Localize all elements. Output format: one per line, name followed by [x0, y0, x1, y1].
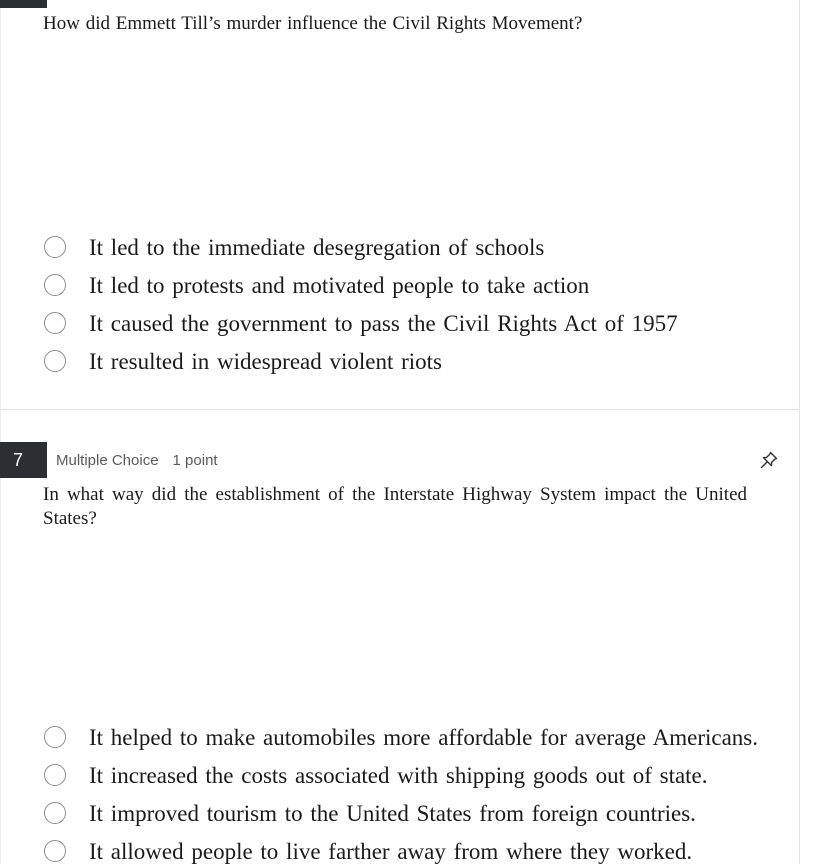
- question-6-text: How did Emmett Till’s murder influence the Civil Rights Movement?: [43, 13, 583, 34]
- radio-button[interactable]: [44, 764, 66, 786]
- radio-button[interactable]: [44, 726, 66, 748]
- answer-option-label: It allowed people to live farther away from where they worked.: [89, 839, 693, 864]
- question-points-label: 1 point: [172, 452, 218, 469]
- question-type-label: Multiple Choice: [56, 452, 159, 469]
- question-divider: [0, 409, 799, 410]
- radio-button[interactable]: [44, 236, 66, 258]
- answer-option-label: It led to protests and motivated people to take action: [89, 273, 590, 298]
- answer-option-label: It increased the costs associated with shipping goods out of state.: [89, 763, 708, 788]
- radio-button[interactable]: [44, 312, 66, 334]
- answer-option-label: It resulted in widespread violent riots: [89, 349, 443, 374]
- scroll-gutter: [799, 0, 816, 864]
- answer-option-label: It improved tourism to the United States from foreign countries.: [89, 801, 696, 826]
- question-7-meta: [56, 451, 218, 471]
- radio-button[interactable]: [44, 274, 66, 296]
- answer-option-label: It led to the immediate desegregation of schools: [89, 235, 545, 260]
- radio-button[interactable]: [44, 802, 66, 824]
- question-7-number-badge: 7: [0, 442, 47, 478]
- question-7-text: In what way did the establishment of the Interstate Highway System impact the United States?: [43, 484, 747, 529]
- page-left-edge: [0, 0, 1, 864]
- pin-icon[interactable]: [759, 450, 779, 470]
- question-6-number-badge: [0, 0, 47, 8]
- answer-option-label: It helped to make automobiles more affordable for average Americans.: [89, 725, 758, 750]
- answer-option-label: It caused the government to pass the Civil Rights Act of 1957: [89, 311, 678, 336]
- radio-button[interactable]: [44, 840, 66, 862]
- radio-button[interactable]: [44, 350, 66, 372]
